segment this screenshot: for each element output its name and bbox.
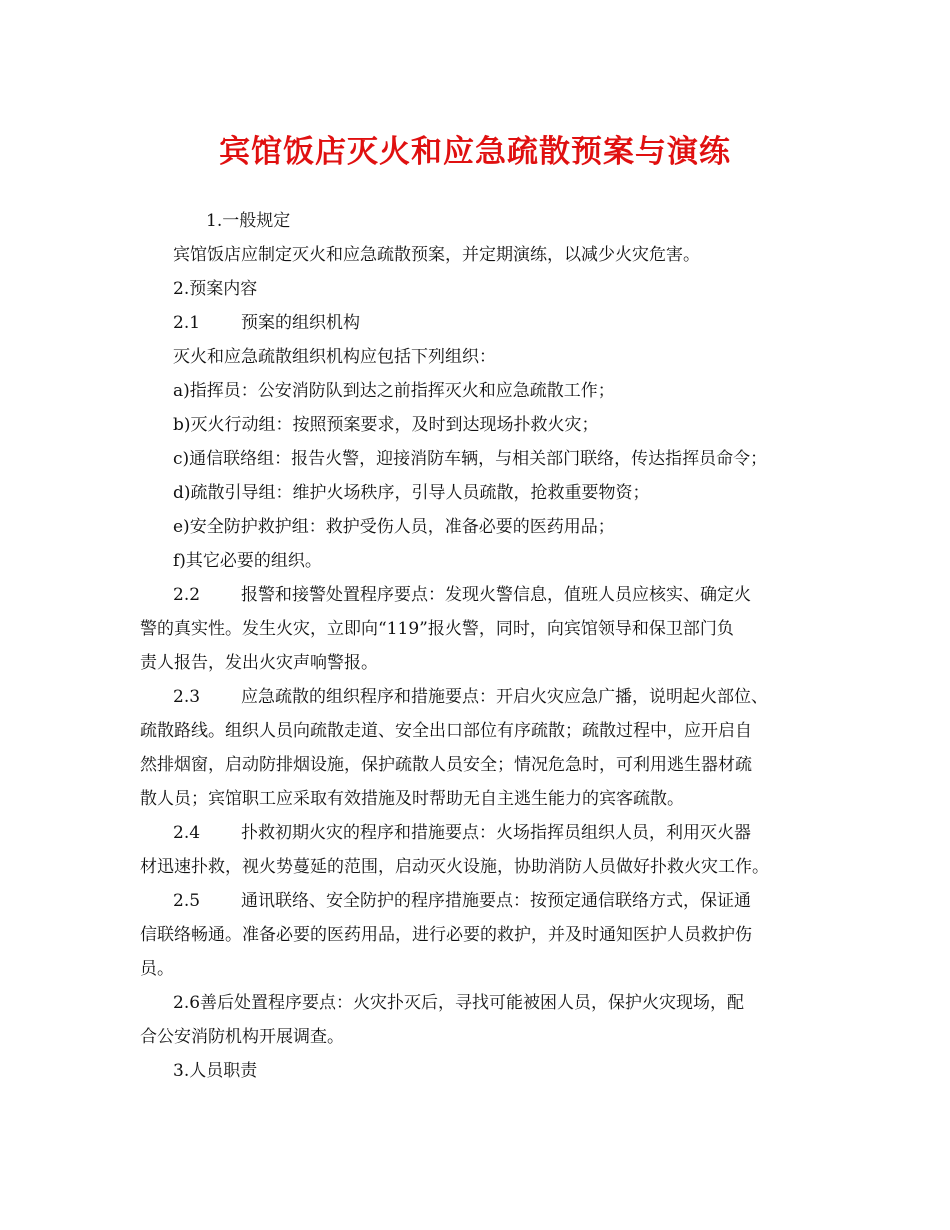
document-title: 宾馆饭店灭火和应急疏散预案与演练 <box>219 134 731 170</box>
section-2-heading: 2.预案内容 <box>173 279 258 299</box>
list-item: f)其它必要的组织。 <box>173 551 322 571</box>
list-item: a)指挥员：公安消防队到达之前指挥灭火和应急疏散工作； <box>173 381 615 401</box>
list-item: d)疏散引导组：维护火场秩序，引导人员疏散，抢救重要物资； <box>173 483 650 503</box>
paragraph-line <box>140 884 820 918</box>
document-body <box>140 204 820 1088</box>
section-2-1-title: 预案的组织机构 <box>241 313 360 333</box>
section-3-heading: 3.人员职责 <box>173 1061 258 1081</box>
paragraph-line <box>140 680 820 714</box>
paragraph-line <box>140 816 820 850</box>
paragraph-line <box>140 578 820 612</box>
paragraph-line: 员。 <box>140 959 174 979</box>
section-2-1-number: 2.1 <box>173 313 201 333</box>
section-2-3-number: 2.3 <box>173 687 201 707</box>
list-item: e)安全防护救护组：救护受伤人员，准备必要的医药用品； <box>173 517 615 537</box>
section-2-2-number: 2.2 <box>173 585 201 605</box>
paragraph-line: 散人员；宾馆职工应采取有效措施及时帮助无自主逃生能力的宾客疏散。 <box>140 789 684 809</box>
section-2-1-heading <box>140 306 820 340</box>
paragraph-line: 警的真实性。发生火灾，立即向“119”报火警，同时，向宾馆领导和保卫部门负 <box>140 619 734 639</box>
section-1-heading: 1.一般规定 <box>206 211 291 231</box>
paragraph-line: 材迅速扑救，视火势蔓延的范围，启动灭火设施，协助消防人员做好扑救火灾工作。 <box>140 857 769 877</box>
section-2-3-text: 应急疏散的组织程序和措施要点：开启火灾应急广播，说明起火部位、 <box>241 687 768 707</box>
section-2-2-text: 报警和接警处置程序要点：发现火警信息，值班人员应核实、确定火 <box>241 585 751 605</box>
paragraph-line: 合公安消防机构开展调查。 <box>140 1027 344 1047</box>
section-2-4-number: 2.4 <box>173 823 201 843</box>
section-2-5-number: 2.5 <box>173 891 201 911</box>
section-2-4-text: 扑救初期火灾的程序和措施要点：火场指挥员组织人员，利用灭火器 <box>241 823 751 843</box>
paragraph-line: 责人报告，发出火灾声响警报。 <box>140 653 378 673</box>
paragraph-line: 然排烟窗，启动防排烟设施，保护疏散人员安全；情况危急时，可利用逃生器材疏 <box>140 755 752 775</box>
paragraph-line: 疏散路线。组织人员向疏散走道、安全出口部位有序疏散；疏散过程中，应开启自 <box>140 721 752 741</box>
list-item: c)通信联络组：报告火警，迎接消防车辆，与相关部门联络，传达指挥员命令； <box>173 449 768 469</box>
paragraph-line: 2.6善后处置程序要点：火灾扑灭后，寻找可能被困人员，保护火灾现场，配 <box>173 993 745 1013</box>
section-1-text: 宾馆饭店应制定灭火和应急疏散预案，并定期演练，以减少火灾危害。 <box>173 245 700 265</box>
section-2-5-text: 通讯联络、安全防护的程序措施要点：按预定通信联络方式，保证通 <box>241 891 751 911</box>
paragraph-line: 信联络畅通。准备必要的医药用品，进行必要的救护，并及时通知医护人员救护伤 <box>140 925 752 945</box>
section-2-1-intro: 灭火和应急疏散组织机构应包括下列组织： <box>173 347 496 367</box>
list-item: b)灭火行动组：按照预案要求，及时到达现场扑救火灾； <box>173 415 599 435</box>
